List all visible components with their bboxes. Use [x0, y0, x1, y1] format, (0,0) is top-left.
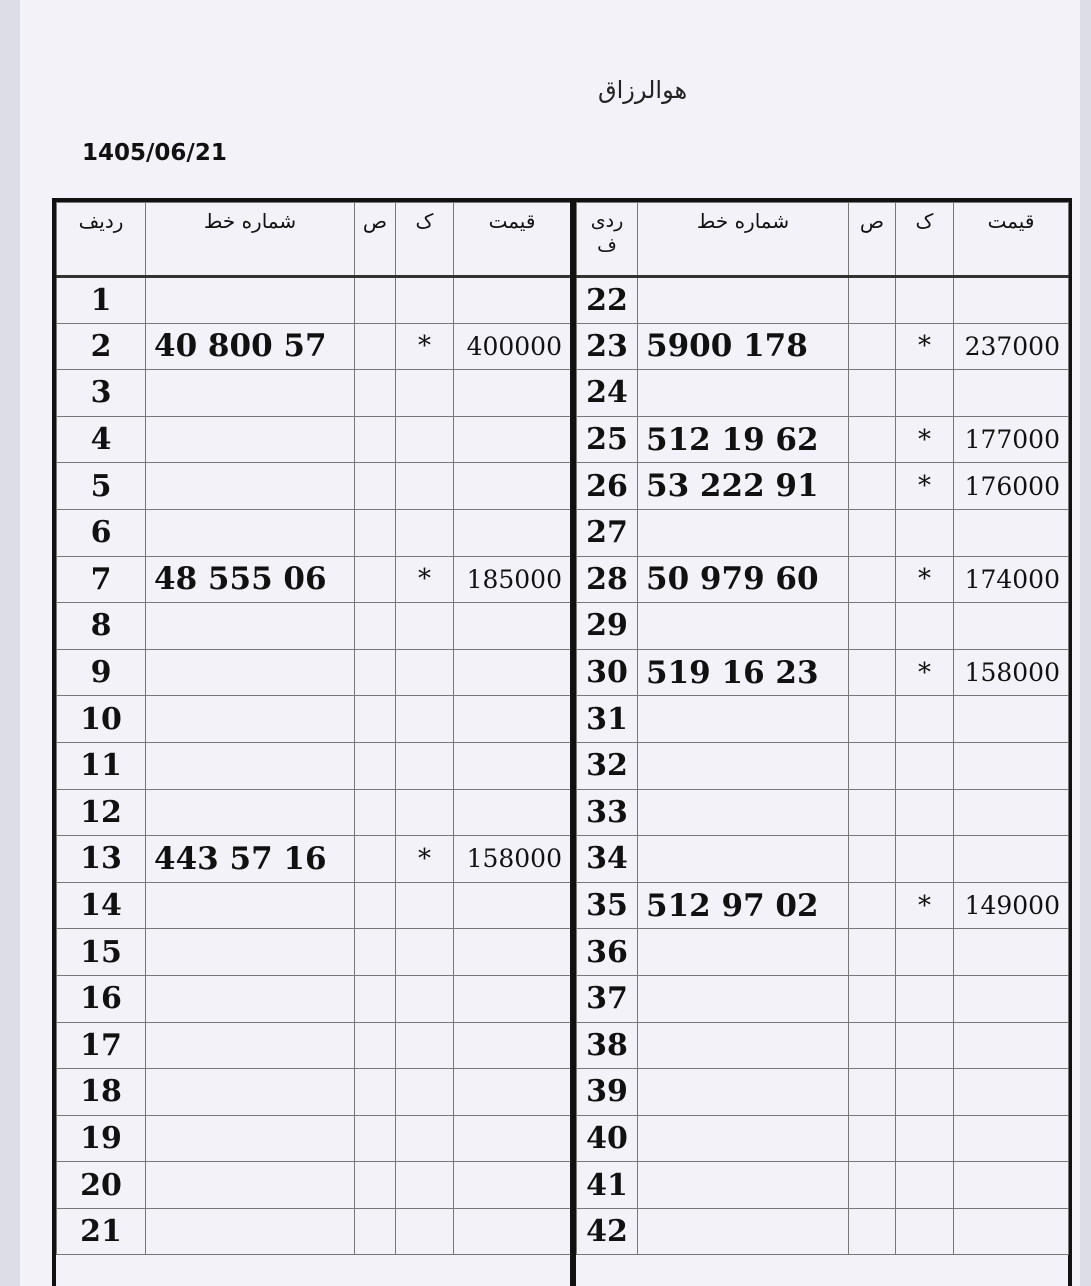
price-cell: [454, 603, 571, 650]
price-cell: [954, 789, 1069, 836]
header-line-number: شماره خط: [638, 203, 849, 277]
k-cell: [896, 789, 954, 836]
header-price: قیمت: [454, 203, 571, 277]
table-row: [577, 370, 1069, 417]
line-number-cell: [638, 1162, 849, 1209]
s-cell: [355, 603, 396, 650]
price-cell: [454, 277, 571, 324]
k-cell: [896, 603, 954, 650]
header-line-number: شماره خط: [146, 203, 355, 277]
row-number-cell: 25: [577, 416, 638, 463]
k-cell: [896, 696, 954, 743]
table-row: [57, 1208, 571, 1255]
row-number-cell: 26: [577, 463, 638, 510]
table-row: [57, 603, 571, 650]
price-cell: 158000: [954, 649, 1069, 696]
price-cell: [454, 789, 571, 836]
s-cell: [849, 929, 896, 976]
s-cell: [355, 463, 396, 510]
row-number-cell: 32: [577, 742, 638, 789]
row-number-cell: 22: [577, 277, 638, 324]
table-row: [57, 929, 571, 976]
line-number-cell: [638, 696, 849, 743]
row-number-cell: 1: [57, 277, 146, 324]
row-number-cell: 20: [57, 1162, 146, 1209]
line-number-cell: 5900 178: [638, 323, 849, 370]
k-cell: [896, 277, 954, 324]
table-row: [57, 975, 571, 1022]
table-row: [577, 1022, 1069, 1069]
row-number-cell: 30: [577, 649, 638, 696]
table-row: [57, 1069, 571, 1116]
price-cell: 174000: [954, 556, 1069, 603]
k-cell: [396, 882, 454, 929]
line-number-cell: [638, 1022, 849, 1069]
s-cell: [355, 742, 396, 789]
table-row: [577, 696, 1069, 743]
row-number-cell: 31: [577, 696, 638, 743]
price-cell: [454, 416, 571, 463]
k-cell: [396, 649, 454, 696]
price-cell: [954, 370, 1069, 417]
s-cell: [355, 509, 396, 556]
line-number-cell: [146, 1162, 355, 1209]
s-cell: [355, 1162, 396, 1209]
page-heading: هوالرزاق: [598, 76, 688, 104]
table-row: [577, 1115, 1069, 1162]
table-row: [57, 416, 571, 463]
line-number-cell: 40 800 57: [146, 323, 355, 370]
price-cell: [954, 742, 1069, 789]
s-cell: [849, 1069, 896, 1116]
s-cell: [355, 416, 396, 463]
price-cell: [954, 1022, 1069, 1069]
row-number-cell: 18: [57, 1069, 146, 1116]
k-cell: [896, 1069, 954, 1116]
s-cell: [849, 649, 896, 696]
price-cell: 176000: [954, 463, 1069, 510]
row-number-cell: 38: [577, 1022, 638, 1069]
price-cell: [954, 509, 1069, 556]
line-number-cell: [638, 370, 849, 417]
k-cell: [896, 509, 954, 556]
price-cell: [954, 836, 1069, 883]
line-number-cell: [638, 1115, 849, 1162]
s-cell: [355, 1208, 396, 1255]
k-cell: [396, 742, 454, 789]
s-cell: [849, 975, 896, 1022]
price-cell: [454, 1069, 571, 1116]
row-number-cell: 2: [57, 323, 146, 370]
k-cell: [396, 1208, 454, 1255]
table-row: [577, 463, 1069, 510]
k-cell: [396, 975, 454, 1022]
k-cell: [396, 603, 454, 650]
line-number-cell: [146, 649, 355, 696]
price-cell: [454, 649, 571, 696]
row-number-cell: 14: [57, 882, 146, 929]
price-cell: [454, 929, 571, 976]
s-cell: [355, 789, 396, 836]
s-cell: [849, 836, 896, 883]
header-k: ک: [896, 203, 954, 277]
row-number-cell: 9: [57, 649, 146, 696]
s-cell: [355, 1115, 396, 1162]
left-header-row: [57, 203, 571, 277]
line-number-cell: 512 97 02: [638, 882, 849, 929]
line-number-cell: [638, 1208, 849, 1255]
s-cell: [355, 323, 396, 370]
row-number-cell: 8: [57, 603, 146, 650]
row-number-cell: 42: [577, 1208, 638, 1255]
s-cell: [355, 556, 396, 603]
price-cell: [954, 1208, 1069, 1255]
row-number-cell: 11: [57, 742, 146, 789]
price-cell: [454, 370, 571, 417]
table-row: [57, 370, 571, 417]
price-cell: [954, 1069, 1069, 1116]
table-row: [57, 696, 571, 743]
line-number-cell: 50 979 60: [638, 556, 849, 603]
k-cell: [396, 416, 454, 463]
line-number-cell: [638, 975, 849, 1022]
line-number-cell: [146, 1208, 355, 1255]
line-number-cell: 512 19 62: [638, 416, 849, 463]
line-number-cell: [146, 277, 355, 324]
line-number-cell: [638, 742, 849, 789]
price-cell: 177000: [954, 416, 1069, 463]
line-number-cell: [146, 603, 355, 650]
s-cell: [849, 1022, 896, 1069]
line-number-cell: [638, 277, 849, 324]
k-cell: [896, 836, 954, 883]
table-row: [577, 509, 1069, 556]
center-divider: [570, 198, 576, 1286]
s-cell: [849, 323, 896, 370]
header-s: ص: [355, 203, 396, 277]
k-cell: *: [896, 323, 954, 370]
row-number-cell: 23: [577, 323, 638, 370]
row-number-cell: 35: [577, 882, 638, 929]
row-number-cell: 3: [57, 370, 146, 417]
line-number-cell: [146, 696, 355, 743]
table-row: [57, 742, 571, 789]
header-row-number: ردیف: [57, 203, 146, 277]
row-number-cell: 16: [57, 975, 146, 1022]
right-header-row: [577, 203, 1069, 277]
s-cell: [849, 370, 896, 417]
k-cell: [896, 975, 954, 1022]
k-cell: *: [896, 649, 954, 696]
price-cell: [954, 975, 1069, 1022]
k-cell: [396, 509, 454, 556]
s-cell: [355, 649, 396, 696]
k-cell: [896, 370, 954, 417]
table-row: [57, 463, 571, 510]
line-number-cell: 519 16 23: [638, 649, 849, 696]
price-cell: [954, 277, 1069, 324]
s-cell: [355, 975, 396, 1022]
row-number-cell: 6: [57, 509, 146, 556]
price-cell: 237000: [954, 323, 1069, 370]
table-row: [57, 556, 571, 603]
header-price: قیمت: [954, 203, 1069, 277]
header-row-number-bottom: ف: [597, 234, 617, 256]
table-row: [57, 649, 571, 696]
k-cell: [396, 1162, 454, 1209]
s-cell: [849, 1115, 896, 1162]
line-number-cell: [146, 416, 355, 463]
price-cell: [954, 603, 1069, 650]
s-cell: [849, 742, 896, 789]
line-number-cell: [146, 742, 355, 789]
line-number-cell: [638, 836, 849, 883]
table-row: [577, 649, 1069, 696]
table-row: [577, 789, 1069, 836]
row-number-cell: 13: [57, 836, 146, 883]
header-k: ک: [396, 203, 454, 277]
line-number-cell: [638, 603, 849, 650]
row-number-cell: 15: [57, 929, 146, 976]
table-row: [577, 1208, 1069, 1255]
k-cell: [896, 1115, 954, 1162]
row-number-cell: 28: [577, 556, 638, 603]
document-date: 1405/06/21: [82, 140, 227, 166]
price-cell: [454, 1208, 571, 1255]
row-number-cell: 37: [577, 975, 638, 1022]
price-cell: [454, 1162, 571, 1209]
k-cell: [896, 1162, 954, 1209]
line-number-cell: [146, 509, 355, 556]
line-number-cell: [146, 789, 355, 836]
k-cell: [396, 789, 454, 836]
row-number-cell: 12: [57, 789, 146, 836]
s-cell: [355, 370, 396, 417]
price-cell: 185000: [454, 556, 571, 603]
header-s: ص: [849, 203, 896, 277]
row-number-cell: 41: [577, 1162, 638, 1209]
table-row: [57, 882, 571, 929]
s-cell: [355, 929, 396, 976]
s-cell: [355, 1069, 396, 1116]
s-cell: [849, 789, 896, 836]
line-number-cell: 53 222 91: [638, 463, 849, 510]
row-number-cell: 17: [57, 1022, 146, 1069]
table-row: [577, 1162, 1069, 1209]
row-number-cell: 33: [577, 789, 638, 836]
k-cell: *: [896, 882, 954, 929]
row-number-cell: 7: [57, 556, 146, 603]
price-cell: [454, 1115, 571, 1162]
s-cell: [849, 1162, 896, 1209]
k-cell: [896, 929, 954, 976]
table-row: [577, 742, 1069, 789]
price-cell: [454, 975, 571, 1022]
right-table: [576, 202, 1069, 1255]
k-cell: *: [896, 556, 954, 603]
left-table: [56, 202, 571, 1255]
s-cell: [849, 509, 896, 556]
line-number-cell: [638, 789, 849, 836]
k-cell: [896, 742, 954, 789]
s-cell: [849, 416, 896, 463]
table-row: [577, 836, 1069, 883]
row-number-cell: 19: [57, 1115, 146, 1162]
line-number-cell: [146, 1069, 355, 1116]
table-row: [577, 1069, 1069, 1116]
s-cell: [849, 463, 896, 510]
table-row: [57, 1022, 571, 1069]
price-cell: [454, 509, 571, 556]
price-cell: [954, 1115, 1069, 1162]
header-row-number: [577, 203, 638, 277]
line-number-cell: [638, 929, 849, 976]
price-cell: [954, 929, 1069, 976]
table-row: [577, 416, 1069, 463]
price-cell: [954, 1162, 1069, 1209]
price-cell: [454, 882, 571, 929]
s-cell: [849, 603, 896, 650]
line-number-cell: [638, 1069, 849, 1116]
line-number-cell: 48 555 06: [146, 556, 355, 603]
line-number-cell: [146, 882, 355, 929]
k-cell: [896, 1208, 954, 1255]
table-row: [57, 1162, 571, 1209]
table-row: [57, 323, 571, 370]
table-row: [577, 975, 1069, 1022]
line-number-cell: [146, 1022, 355, 1069]
k-cell: *: [896, 416, 954, 463]
s-cell: [849, 882, 896, 929]
table-row: [577, 323, 1069, 370]
k-cell: [396, 370, 454, 417]
header-row-number-top: ردی: [590, 210, 624, 232]
k-cell: [396, 277, 454, 324]
row-number-cell: 10: [57, 696, 146, 743]
s-cell: [849, 1208, 896, 1255]
s-cell: [849, 696, 896, 743]
k-cell: *: [396, 836, 454, 883]
row-number-cell: 21: [57, 1208, 146, 1255]
price-cell: 158000: [454, 836, 571, 883]
price-cell: [954, 696, 1069, 743]
row-number-cell: 34: [577, 836, 638, 883]
line-number-cell: [146, 929, 355, 976]
line-number-cell: 443 57 16: [146, 836, 355, 883]
s-cell: [355, 696, 396, 743]
s-cell: [355, 277, 396, 324]
k-cell: [396, 1022, 454, 1069]
k-cell: [396, 1115, 454, 1162]
row-number-cell: 29: [577, 603, 638, 650]
price-cell: [454, 463, 571, 510]
line-number-cell: [146, 975, 355, 1022]
price-cell: [454, 1022, 571, 1069]
price-cell: 400000: [454, 323, 571, 370]
row-number-cell: 36: [577, 929, 638, 976]
s-cell: [849, 277, 896, 324]
s-cell: [355, 1022, 396, 1069]
line-number-cell: [638, 509, 849, 556]
k-cell: [396, 929, 454, 976]
line-number-cell: [146, 370, 355, 417]
s-cell: [355, 836, 396, 883]
row-number-cell: 4: [57, 416, 146, 463]
table-row: [577, 556, 1069, 603]
k-cell: [396, 696, 454, 743]
k-cell: [396, 463, 454, 510]
table-row: [57, 277, 571, 324]
k-cell: [896, 1022, 954, 1069]
table-row: [577, 603, 1069, 650]
row-number-cell: 39: [577, 1069, 638, 1116]
row-number-cell: 24: [577, 370, 638, 417]
price-cell: 149000: [954, 882, 1069, 929]
row-number-cell: 27: [577, 509, 638, 556]
k-cell: *: [396, 323, 454, 370]
table-row: [57, 836, 571, 883]
table-row: [57, 1115, 571, 1162]
price-cell: [454, 696, 571, 743]
table-row: [577, 277, 1069, 324]
row-number-cell: 40: [577, 1115, 638, 1162]
table-row: [577, 929, 1069, 976]
line-number-cell: [146, 463, 355, 510]
price-cell: [454, 742, 571, 789]
k-cell: *: [396, 556, 454, 603]
s-cell: [355, 882, 396, 929]
k-cell: [396, 1069, 454, 1116]
table-row: [57, 789, 571, 836]
row-number-cell: 5: [57, 463, 146, 510]
line-number-cell: [146, 1115, 355, 1162]
table-row: [577, 882, 1069, 929]
s-cell: [849, 556, 896, 603]
k-cell: *: [896, 463, 954, 510]
table-row: [57, 509, 571, 556]
